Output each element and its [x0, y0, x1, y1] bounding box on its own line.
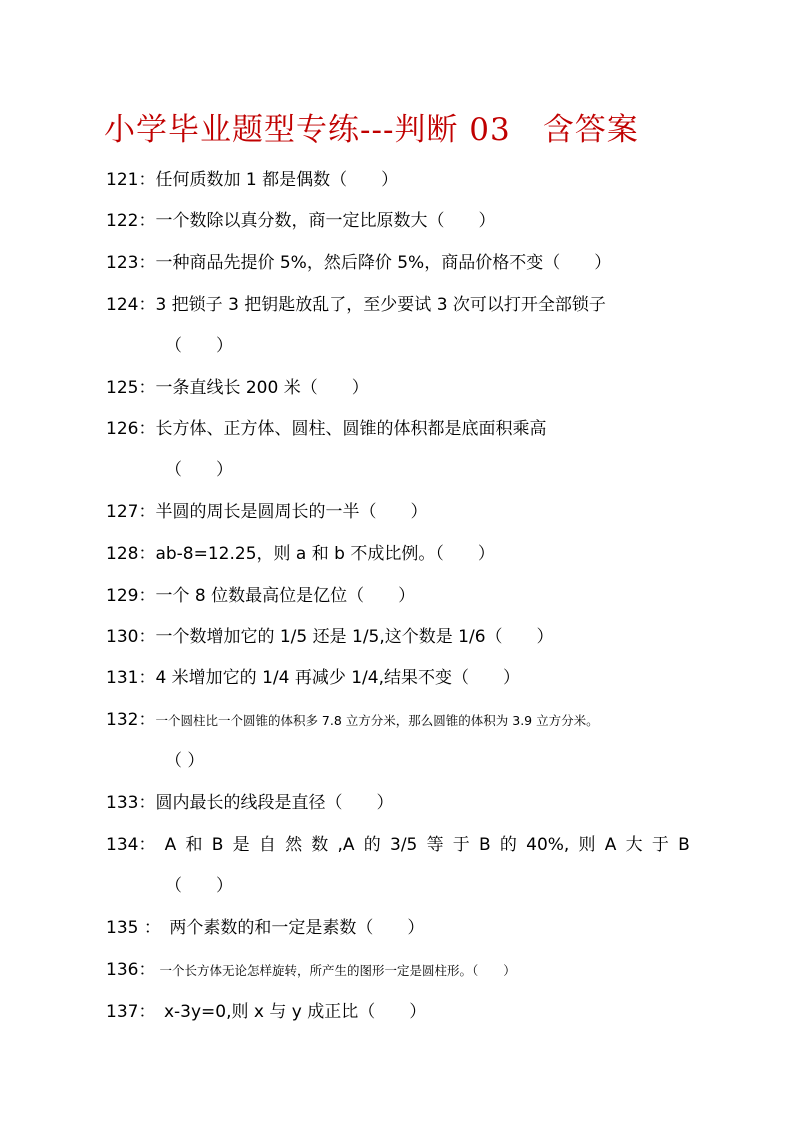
question-word: A [164, 835, 177, 855]
question-126-answer-blank: （ ） [165, 460, 233, 480]
question-123: 123：一种商品先提价 5%，然后降价 5%，商品价格不变（ ） [106, 253, 612, 273]
question-132-answer-blank: （ ） [165, 751, 205, 771]
question-126: 126：长方体、正方体、圆柱、圆锥的体积都是底面积乘高 [106, 419, 547, 439]
question-word: B [211, 835, 224, 855]
question-word: A [604, 835, 617, 855]
question-word: 40%, [526, 835, 570, 855]
question-137: 137： x-3y=0,则 x 与 y 成正比（ ） [106, 1002, 427, 1022]
question-122: 122：一个数除以真分数，商一定比原数大（ ） [106, 211, 496, 231]
question-129: 129：一个 8 位数最高位是亿位（ ） [106, 586, 416, 606]
question-134 [106, 834, 690, 856]
question-word: 等 [426, 835, 444, 855]
question-word: 数 [311, 835, 329, 855]
question-130: 130：一个数增加它的 1/5 还是 1/5,这个数是 1/6（ ） [106, 627, 554, 647]
question-word: 然 [285, 835, 303, 855]
question-124: 124：3 把锁子 3 把钥匙放乱了，至少要试 3 次可以打开全部锁子 [106, 295, 606, 315]
question-125: 125：一条直线长 200 米（ ） [106, 378, 369, 398]
question-word: B [479, 835, 491, 855]
question-124-answer-blank: （ ） [165, 336, 233, 356]
question-word: 大 [625, 835, 643, 855]
question-132 [106, 709, 599, 732]
question-133: 133：圆内最长的线段是直径（ ） [106, 793, 394, 813]
question-121: 121：任何质数加 1 都是偶数（ ） [106, 170, 399, 190]
question-word: 的 [363, 835, 381, 855]
question-word: 自 [258, 835, 276, 855]
question-word: 是 [232, 835, 250, 855]
question-body: 一个长方体无论怎样旋转，所产生的图形一定是圆柱形。（ ） [146, 963, 516, 978]
question-131: 131：4 米增加它的 1/4 再减少 1/4,结果不变（ ） [106, 668, 521, 688]
question-135: 135 ： 两个素数的和一定是素数（ ） [106, 918, 425, 938]
question-word: 则 [578, 835, 596, 855]
question-word: 于 [651, 835, 669, 855]
question-body: 一个圆柱比一个圆锥的体积多 7.8 立方分米，那么圆锥的体积为 3.9 立方分米。 [155, 713, 599, 728]
question-word: 于 [452, 835, 470, 855]
question-127: 127：半圆的周长是圆周长的一半（ ） [106, 502, 428, 522]
question-136 [106, 959, 516, 982]
question-word: B [678, 835, 690, 855]
question-word: ,A [337, 835, 355, 855]
question-word: 和 [185, 835, 203, 855]
page-title: 小学毕业题型专练---判断 03 含答案 [104, 112, 639, 148]
question-number: 132： [106, 710, 156, 730]
question-number: 136： [106, 960, 147, 980]
question-number: 134： [106, 835, 156, 855]
question-134-answer-blank: （ ） [165, 876, 233, 896]
question-word: 3/5 [390, 835, 418, 855]
question-word: 的 [499, 835, 517, 855]
question-128: 128：ab-8=12.25，则 a 和 b 不成比例。（ ） [106, 544, 495, 564]
